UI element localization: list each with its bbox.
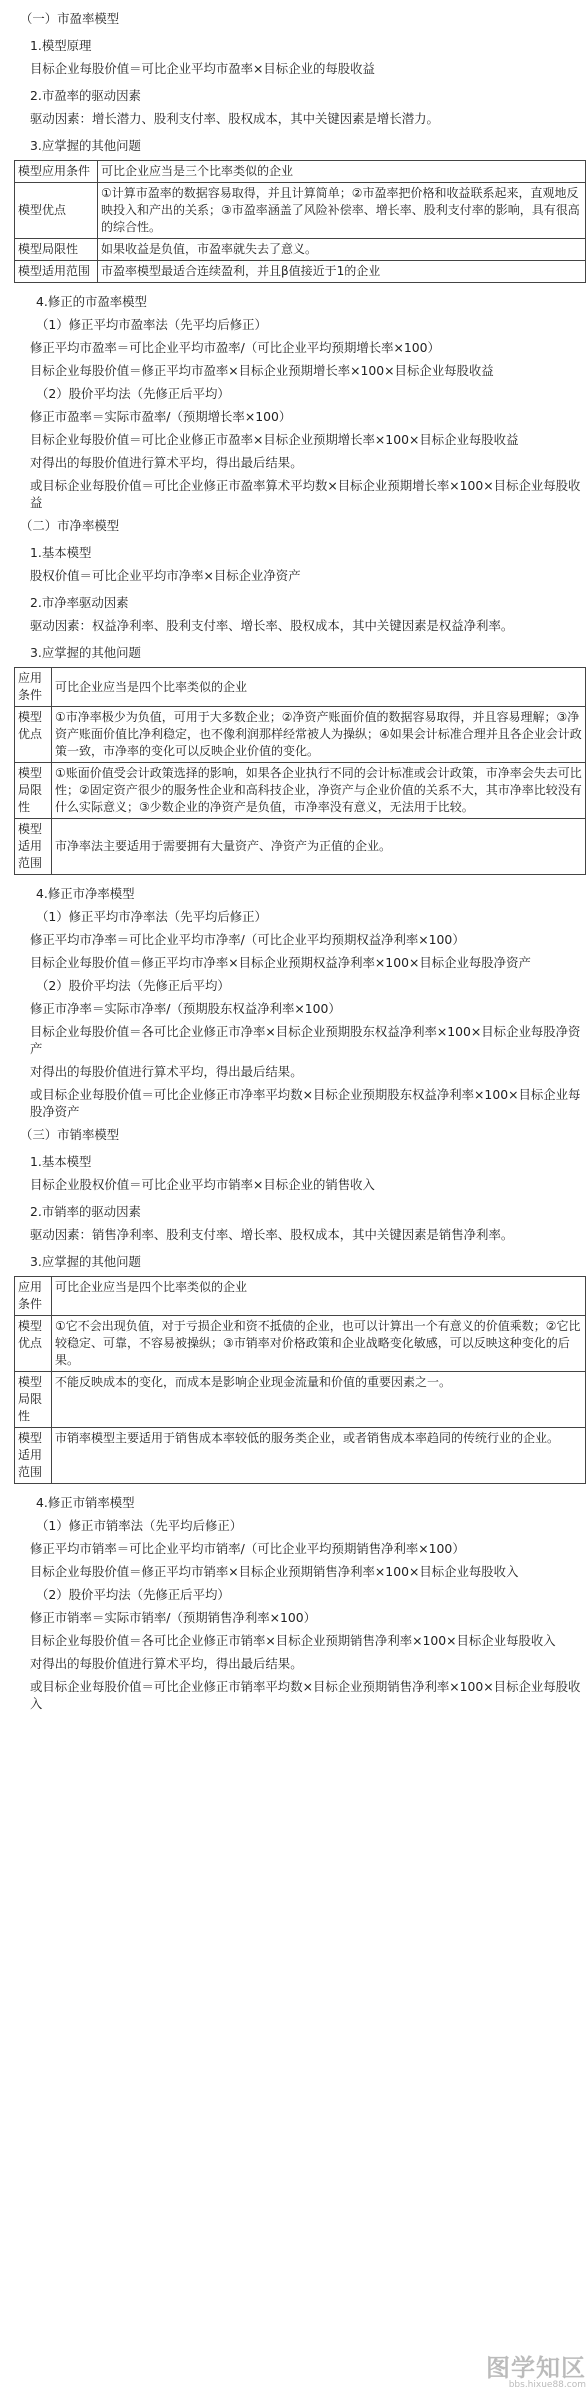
watermark-url: bbs.hixue88.com [508, 2380, 586, 2390]
table-cell-label: 模型优点 [15, 183, 98, 239]
formula-modified-ps-2b: 目标企业每股价值＝各可比企业修正市销率×目标企业预期销售净利率×100×目标企业每股收入 [30, 1633, 556, 1648]
formula-ps-basic: 目标企业股权价值＝可比企业平均市销率×目标企业的销售收入 [30, 1177, 375, 1192]
section-title-pb: （二）市净率模型 [20, 518, 120, 533]
table-row [15, 763, 586, 819]
table-row [15, 161, 586, 183]
table-cell-value: ①市净率极少为负值，可用于大多数企业；②净资产账面价值的数据容易取得，并且容易理解；③净资产账面价值比净利稳定，也不像利润那样经常被人为操纵；④如果会计标准合理并且各企业会计政策一致，市净率的变化可以反映企业价值的变化。 [52, 707, 586, 763]
table-cell-label: 模型局限性 [15, 1372, 52, 1428]
pb-table [14, 667, 586, 875]
formula-modified-pb-1b: 目标企业每股价值＝修正平均市净率×目标企业预期权益净利率×100×目标企业每股净资产 [30, 955, 531, 970]
table-cell-value: 市销率模型主要适用于销售成本率较低的服务类企业，或者销售成本率趋同的传统行业的企业。 [52, 1428, 586, 1484]
section-title-ps: （三）市销率模型 [20, 1127, 120, 1142]
table-cell-value: 可比企业应当是四个比率类似的企业 [52, 668, 586, 707]
table-row [15, 1277, 586, 1316]
formula-modified-pe-2a: 修正市盈率＝实际市盈率/（预期增长率×100） [30, 409, 292, 424]
table-cell-value: 可比企业应当是四个比率类似的企业 [52, 1277, 586, 1316]
section-title-pe: （一）市盈率模型 [20, 11, 120, 26]
formula-modified-pe-1a: 修正平均市盈率＝可比企业平均市盈率/（可比企业平均预期增长率×100） [30, 340, 440, 355]
heading-ps-basic: 1.基本模型 [30, 1154, 92, 1169]
table-row [15, 707, 586, 763]
modified-pb-average-note: 对得出的每股价值进行算术平均，得出最后结果。 [30, 1064, 303, 1079]
modified-pb-method-1: （1）修正平均市净率法（先平均后修正） [36, 909, 267, 924]
heading-pb-basic: 1.基本模型 [30, 545, 92, 560]
table-row [15, 261, 586, 283]
heading-pe-other: 3.应掌握的其他问题 [30, 138, 141, 153]
pe-table [14, 160, 586, 283]
table-cell-label: 模型适用范围 [15, 1428, 52, 1484]
table-cell-label: 模型局限性 [15, 239, 98, 261]
modified-ps-method-1: （1）修正市销率法（先平均后修正） [36, 1518, 243, 1533]
table-cell-value: ①它不会出现负值，对于亏损企业和资不抵债的企业，也可以计算出一个有意义的价值乘数；②它比较稳定、可靠，不容易被操纵；③市销率对价格政策和企业战略变化敏感，可以反映这种变化的后果。 [52, 1316, 586, 1372]
table-row [15, 819, 586, 875]
table-cell-label: 模型应用条件 [15, 161, 98, 183]
table-cell-label: 应用条件 [15, 1277, 52, 1316]
formula-modified-pe-1b: 目标企业每股价值＝修正平均市盈率×目标企业预期增长率×100×目标企业每股收益 [30, 363, 494, 378]
formula-modified-pb-2d: 或目标企业每股价值＝可比企业修正市净率平均数×目标企业预期股东权益净利率×100×目标企业每股净资产 [30, 1087, 581, 1119]
heading-modified-pb: 4.修正市净率模型 [36, 886, 135, 901]
table-cell-value: 不能反映成本的变化，而成本是影响企业现金流量和价值的重要因素之一。 [52, 1372, 586, 1428]
heading-model-principle: 1.模型原理 [30, 38, 92, 53]
pb-drivers-text: 驱动因素：权益净利率、股利支付率、增长率、股权成本，其中关键因素是权益净利率。 [30, 618, 514, 633]
table-cell-value: 市盈率模型最适合连续盈利，并且β值接近于1的企业 [98, 261, 586, 283]
heading-pb-drivers: 2.市净率驱动因素 [30, 595, 129, 610]
modified-ps-method-2: （2）股价平均法（先修正后平均） [36, 1587, 230, 1602]
modified-pe-method-1: （1）修正平均市盈率法（先平均后修正） [36, 317, 267, 332]
formula-modified-ps-2a: 修正市销率＝实际市销率/（预期销售净利率×100） [30, 1610, 317, 1625]
ps-table [14, 1276, 586, 1484]
table-row [15, 239, 586, 261]
table-cell-label: 模型局限性 [15, 763, 52, 819]
table-row [15, 1428, 586, 1484]
table-row [15, 1316, 586, 1372]
table-row [15, 1372, 586, 1428]
ps-drivers-text: 驱动因素：销售净利率、股利支付率、增长率、股权成本，其中关键因素是销售净利率。 [30, 1227, 514, 1242]
formula-pb-basic: 股权价值＝可比企业平均市净率×目标企业净资产 [30, 568, 301, 583]
modified-pe-average-note: 对得出的每股价值进行算术平均，得出最后结果。 [30, 455, 303, 470]
table-cell-value: 如果收益是负值，市盈率就失去了意义。 [98, 239, 586, 261]
formula-modified-ps-1a: 修正平均市销率＝可比企业平均市销率/（可比企业平均预期销售净利率×100） [30, 1541, 465, 1556]
site-watermark [462, 2356, 586, 2390]
modified-ps-average-note: 对得出的每股价值进行算术平均，得出最后结果。 [30, 1656, 303, 1671]
formula-modified-pe-2b: 目标企业每股价值＝可比企业修正市盈率×目标企业预期增长率×100×目标企业每股收益 [30, 432, 519, 447]
heading-pe-drivers: 2.市盈率的驱动因素 [30, 88, 141, 103]
modified-pe-method-2: （2）股价平均法（先修正后平均） [36, 386, 230, 401]
formula-modified-ps-2d: 或目标企业每股价值＝可比企业修正市销率平均数×目标企业预期销售净利率×100×目标企业每股收入 [30, 1679, 581, 1711]
table-cell-label: 模型优点 [15, 707, 52, 763]
formula-modified-pb-1a: 修正平均市净率＝可比企业平均市净率/（可比企业平均预期权益净利率×100） [30, 932, 465, 947]
table-cell-label: 模型优点 [15, 1316, 52, 1372]
heading-modified-ps: 4.修正市销率模型 [36, 1495, 135, 1510]
modified-pb-method-2: （2）股价平均法（先修正后平均） [36, 978, 230, 993]
heading-ps-drivers: 2.市销率的驱动因素 [30, 1204, 141, 1219]
formula-modified-ps-1b: 目标企业每股价值＝修正平均市销率×目标企业预期销售净利率×100×目标企业每股收入 [30, 1564, 519, 1579]
heading-pb-other: 3.应掌握的其他问题 [30, 645, 141, 660]
pe-drivers-text: 驱动因素：增长潜力、股利支付率、股权成本，其中关键因素是增长潜力。 [30, 111, 439, 126]
formula-modified-pb-2b: 目标企业每股价值＝各可比企业修正市净率×目标企业预期股东权益净利率×100×目标企业每股净资产 [30, 1024, 581, 1056]
formula-modified-pe-2d: 或目标企业每股价值＝可比企业修正市盈率算术平均数×目标企业预期增长率×100×目标企业每股收益 [30, 478, 581, 510]
heading-modified-pe: 4.修正的市盈率模型 [36, 294, 147, 309]
table-cell-value: 市净率法主要适用于需要拥有大量资产、净资产为正值的企业。 [52, 819, 586, 875]
heading-ps-other: 3.应掌握的其他问题 [30, 1254, 141, 1269]
table-cell-label: 模型适用范围 [15, 819, 52, 875]
formula-modified-pb-2a: 修正市净率＝实际市净率/（预期股东权益净利率×100） [30, 1001, 341, 1016]
table-cell-value: ①账面价值受会计政策选择的影响，如果各企业执行不同的会计标准或会计政策，市净率会失去可比性；②固定资产很少的服务性企业和高科技企业，净资产与企业价值的关系不大，其市净率比较没有什么实际意义；③少数企业的净资产是负值，市净率没有意义，无法用于比较。 [52, 763, 586, 819]
table-cell-value: 可比企业应当是三个比率类似的企业 [98, 161, 586, 183]
table-cell-label: 模型适用范围 [15, 261, 98, 283]
table-row [15, 668, 586, 707]
formula-pe-basic: 目标企业每股价值＝可比企业平均市盈率×目标企业的每股收益 [30, 61, 375, 76]
table-cell-label: 应用条件 [15, 668, 52, 707]
table-row [15, 183, 586, 239]
watermark-logo-text: 图学知区 [486, 2354, 586, 2382]
table-cell-value: ①计算市盈率的数据容易取得，并且计算简单；②市盈率把价格和收益联系起来，直观地反映投入和产出的关系；③市盈率涵盖了风险补偿率、增长率、股利支付率的影响，具有很高的综合性。 [98, 183, 586, 239]
